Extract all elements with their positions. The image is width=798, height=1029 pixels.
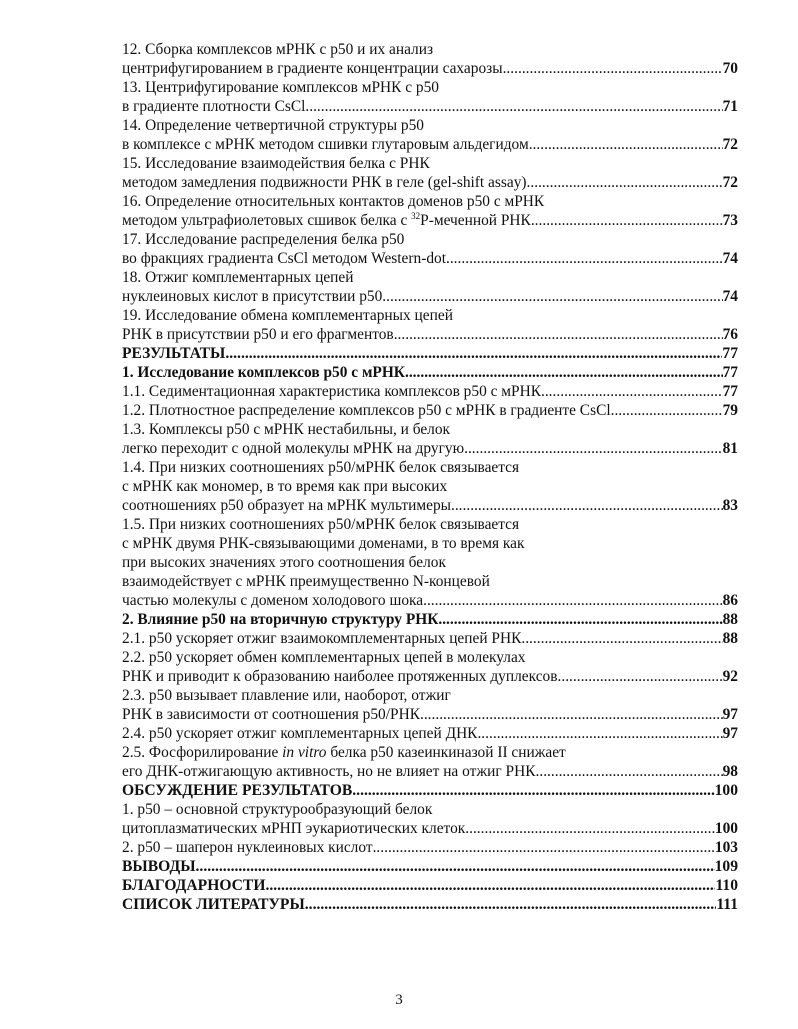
toc-results-page: 77 bbox=[722, 345, 738, 362]
isotope-superscript: 32 bbox=[411, 211, 421, 221]
dot-leader bbox=[382, 287, 722, 306]
toc-section-2-5-page: 98 bbox=[722, 763, 738, 780]
dot-leader bbox=[446, 249, 723, 268]
toc-section-2-4-title: 2.4. р50 ускоряет отжиг комплементарных цепей ДНК bbox=[122, 725, 478, 742]
toc-acknowledgements[interactable] bbox=[122, 876, 738, 895]
toc-section-2-5[interactable] bbox=[122, 762, 738, 781]
toc-references-page: 111 bbox=[716, 896, 738, 913]
toc-conclusions-page: 109 bbox=[714, 858, 738, 875]
toc-section-1-4-line3: соотношениях р50 образует на мРНК мультимеры bbox=[122, 497, 451, 514]
dot-leader bbox=[477, 724, 722, 743]
toc-discussion-1-page: 100 bbox=[714, 820, 738, 837]
toc-section-2-2[interactable] bbox=[122, 667, 738, 686]
toc-entry-16[interactable] bbox=[122, 211, 738, 230]
toc-conclusions-title: ВЫВОДЫ bbox=[122, 858, 196, 875]
dot-leader bbox=[531, 211, 723, 230]
dot-leader bbox=[465, 819, 715, 838]
toc-section-1-5-line3: при высоких значениях этого соотношения белок bbox=[122, 554, 446, 571]
toc-section-1-5-line4: взаимодействует с мРНК преимущественно N-концевой bbox=[122, 573, 490, 590]
toc-entry-14[interactable] bbox=[122, 135, 738, 154]
toc-discussion[interactable] bbox=[122, 781, 738, 800]
toc-section-1-5-line5: частью молекулы с доменом холодового шока bbox=[122, 592, 424, 609]
toc-results[interactable] bbox=[122, 344, 738, 363]
toc-section-2-3-line1: 2.3. р50 вызывает плавление или, наоборот, отжиг bbox=[122, 687, 451, 704]
dot-leader bbox=[423, 591, 723, 610]
toc-section-2-page: 88 bbox=[722, 611, 738, 628]
dot-leader bbox=[541, 382, 723, 401]
toc-section-2-5-line1 bbox=[122, 743, 738, 762]
toc-acknowledgements-page: 110 bbox=[715, 877, 738, 894]
toc-section-2-1-title: 2.1. р50 ускоряет отжиг взаимокомплементарных цепей РНК bbox=[122, 630, 522, 647]
toc-references-title: СПИСОК ЛИТЕРАТУРЫ bbox=[122, 896, 305, 913]
table-of-contents bbox=[122, 40, 738, 914]
toc-section-2-4[interactable] bbox=[122, 724, 738, 743]
toc-section-1-4-page: 83 bbox=[722, 497, 738, 514]
toc-section-2-2-page: 92 bbox=[722, 668, 738, 685]
toc-section-1-2-title: 1.2. Плотностное распределение комплексов р50 с мРНК в градиенте CsCl bbox=[122, 402, 611, 419]
toc-discussion-2-page: 103 bbox=[714, 839, 738, 856]
toc-entry-15[interactable] bbox=[122, 173, 738, 192]
toc-entry-19-page: 76 bbox=[722, 326, 738, 343]
dot-leader bbox=[352, 781, 714, 800]
dot-leader bbox=[611, 401, 723, 420]
toc-section-1-4-line2: с мРНК как мономер, в то время как при высоких bbox=[122, 478, 448, 495]
toc-entry-19[interactable] bbox=[122, 325, 738, 344]
dot-leader bbox=[405, 363, 723, 382]
toc-entry-13-line2: в градиенте плотности CsCl bbox=[122, 98, 306, 115]
toc-section-2-5-line1-italic: in vitro bbox=[282, 744, 327, 761]
toc-entry-17-line2: во фракциях градиента CsCl методом Western-dot bbox=[122, 250, 446, 267]
toc-section-2-2-line1: 2.2. р50 ускоряет обмен комплементарных цепей в молекулах bbox=[122, 649, 526, 666]
toc-section-2-5-line2: его ДНК-отжигающую активность, но не влияет на отжиг РНК bbox=[122, 763, 536, 780]
toc-entry-12-page: 70 bbox=[722, 60, 738, 77]
toc-acknowledgements-title: БЛАГОДАРНОСТИ bbox=[122, 877, 266, 894]
toc-entry-17[interactable] bbox=[122, 249, 738, 268]
toc-section-1-1-title: 1.1. Седиментационная характеристика комплексов р50 с мРНК bbox=[122, 383, 541, 400]
toc-section-1-5-line1: 1.5. При низких соотношениях р50/мРНК белок связывается bbox=[122, 516, 520, 533]
toc-discussion-1-line2: цитоплазматических мРНП эукариотических клеток bbox=[122, 820, 466, 837]
toc-entry-16-line2-b: P-меченной РНК bbox=[420, 212, 531, 229]
toc-entry-14-line1: 14. Определение четвертичной структуры р50 bbox=[122, 117, 424, 134]
toc-entry-15-line2: методом замедления подвижности РНК в геле (gel-shift assay) bbox=[122, 174, 527, 191]
dot-leader bbox=[529, 135, 723, 154]
toc-section-1-5-line2: с мРНК двумя РНК-связывающими доменами, в то время как bbox=[122, 535, 525, 552]
toc-section-2-3-page: 97 bbox=[722, 706, 738, 723]
toc-entry-15-line1: 15. Исследование взаимодействия белка с РНК bbox=[122, 155, 430, 172]
toc-entry-18[interactable] bbox=[122, 287, 738, 306]
toc-section-2-1-page: 88 bbox=[722, 630, 738, 647]
dot-leader bbox=[305, 97, 722, 116]
toc-entry-12[interactable] bbox=[122, 59, 738, 78]
toc-discussion-title: ОБСУЖДЕНИЕ РЕЗУЛЬТАТОВ bbox=[122, 782, 353, 799]
toc-section-1-2[interactable] bbox=[122, 401, 738, 420]
toc-section-1-3-page: 81 bbox=[722, 440, 738, 457]
toc-section-2-title: 2. Влияние р50 на вторичную структуру РНК bbox=[122, 611, 439, 628]
toc-section-1-1-page: 77 bbox=[722, 383, 738, 400]
dot-leader bbox=[438, 610, 722, 629]
toc-section-2-5-line1-b: белка р50 казеинкиназой II снижает bbox=[326, 744, 566, 761]
toc-conclusions[interactable] bbox=[122, 857, 738, 876]
dot-leader bbox=[558, 667, 723, 686]
toc-entry-12-line1: 12. Сборка комплексов мРНК с р50 и их анализ bbox=[122, 41, 434, 58]
dot-leader bbox=[521, 629, 722, 648]
toc-entry-19-line2: РНК в присутствии р50 и его фрагментов bbox=[122, 326, 394, 343]
toc-section-1-title: 1. Исследование комплексов р50 с мРНК bbox=[122, 364, 405, 381]
toc-discussion-2[interactable] bbox=[122, 838, 738, 857]
toc-references[interactable] bbox=[122, 895, 738, 914]
toc-entry-16-line2 bbox=[122, 211, 531, 230]
toc-section-2[interactable] bbox=[122, 610, 738, 629]
toc-section-2-4-page: 97 bbox=[722, 725, 738, 742]
toc-entry-13[interactable] bbox=[122, 97, 738, 116]
toc-entry-17-page: 74 bbox=[722, 250, 738, 267]
toc-entry-15-page: 72 bbox=[722, 174, 738, 191]
toc-section-1-2-page: 79 bbox=[722, 402, 738, 419]
toc-entry-14-line2: в комплексе с мРНК методом сшивки глутаровым альдегидом bbox=[122, 136, 529, 153]
toc-section-1-4-line1: 1.4. При низких соотношениях р50/мРНК белок связывается bbox=[122, 459, 520, 476]
toc-entry-14-page: 72 bbox=[722, 136, 738, 153]
toc-entry-18-page: 74 bbox=[722, 288, 738, 305]
toc-entry-18-line1: 18. Отжиг комплементарных цепей bbox=[122, 269, 354, 286]
toc-discussion-page: 100 bbox=[714, 782, 738, 799]
toc-discussion-1[interactable] bbox=[122, 819, 738, 838]
dot-leader bbox=[464, 439, 723, 458]
dot-leader bbox=[536, 762, 723, 781]
toc-discussion-1-line1: 1. р50 – основной структурообразующий белок bbox=[122, 801, 433, 818]
toc-section-1-1[interactable] bbox=[122, 382, 738, 401]
toc-discussion-2-title: 2. р50 – шаперон нуклеиновых кислот bbox=[122, 839, 373, 856]
dot-leader bbox=[373, 838, 715, 857]
toc-section-2-1[interactable] bbox=[122, 629, 738, 648]
toc-entry-13-line1: 13. Центрифугирование комплексов мРНК с р50 bbox=[122, 79, 439, 96]
toc-entry-12-line2: центрифугированием в градиенте концентрации сахарозы bbox=[122, 60, 503, 77]
toc-section-1-3[interactable] bbox=[122, 439, 738, 458]
dot-leader bbox=[527, 173, 723, 192]
dot-leader bbox=[265, 876, 715, 895]
toc-entry-16-page: 73 bbox=[722, 212, 738, 229]
toc-section-1[interactable] bbox=[122, 363, 738, 382]
toc-results-title: РЕЗУЛЬТАТЫ bbox=[122, 345, 226, 362]
toc-section-2-2-line2: РНК и приводит к образованию наиболее протяженных дуплексов bbox=[122, 668, 558, 685]
dot-leader bbox=[305, 895, 717, 914]
toc-entry-13-page: 71 bbox=[722, 98, 738, 115]
toc-section-1-5[interactable] bbox=[122, 591, 738, 610]
toc-entry-16-line2-a: методом ультрафиолетовых сшивок белка с bbox=[122, 212, 412, 229]
dot-leader bbox=[451, 496, 723, 515]
toc-section-2-3[interactable] bbox=[122, 705, 738, 724]
toc-section-1-page: 77 bbox=[722, 364, 738, 381]
toc-section-1-4[interactable] bbox=[122, 496, 738, 515]
dot-leader bbox=[503, 59, 723, 78]
dot-leader bbox=[394, 325, 723, 344]
toc-section-2-5-line1-a: 2.5. Фосфорилирование bbox=[122, 744, 283, 761]
toc-section-1-5-page: 86 bbox=[722, 592, 738, 609]
toc-section-2-3-line2: РНК в зависимости от соотношения р50/РНК bbox=[122, 706, 420, 723]
toc-entry-16-line1: 16. Определение относительных контактов доменов р50 с мРНК bbox=[122, 193, 545, 210]
dot-leader bbox=[225, 344, 722, 363]
toc-entry-18-line2: нуклеиновых кислот в присутствии р50 bbox=[122, 288, 383, 305]
toc-section-1-3-line2: легко переходит с одной молекулы мРНК на другую bbox=[122, 440, 465, 457]
page-number: 3 bbox=[395, 992, 403, 1008]
dot-leader bbox=[196, 857, 715, 876]
toc-entry-19-line1: 19. Исследование обмена комплементарных цепей bbox=[122, 307, 453, 324]
toc-section-1-3-line1: 1.3. Комплексы р50 с мРНК нестабильны, и белок bbox=[122, 421, 451, 438]
dot-leader bbox=[420, 705, 723, 724]
toc-entry-17-line1: 17. Исследование распределения белка р50 bbox=[122, 231, 405, 248]
